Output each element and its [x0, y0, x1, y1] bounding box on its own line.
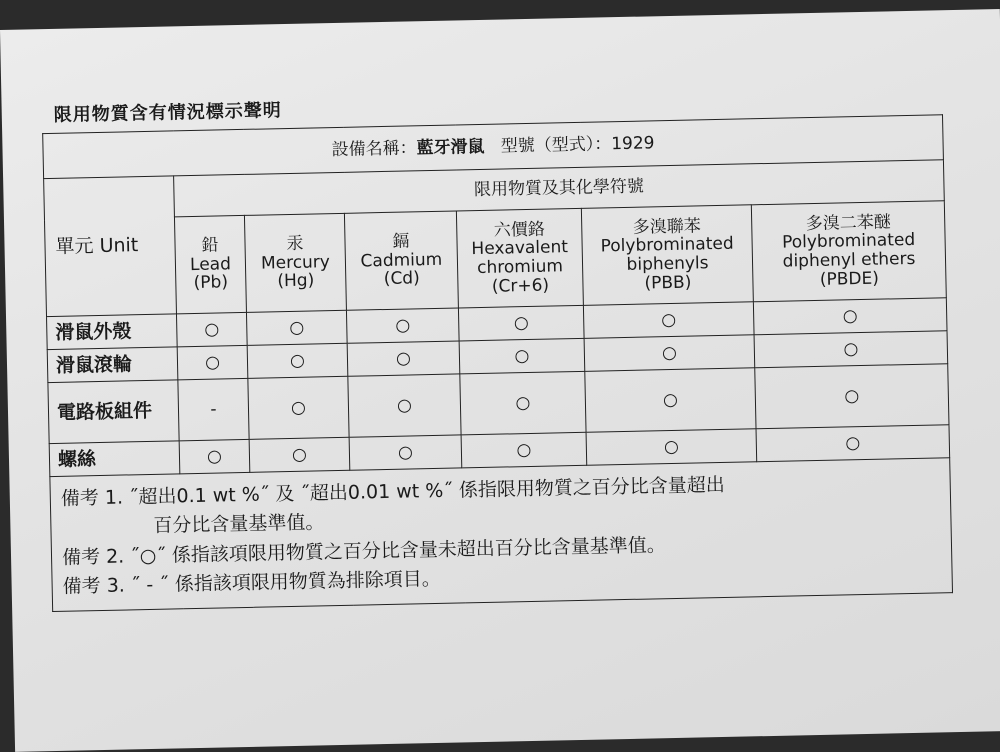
- mark-cell: ○: [348, 374, 461, 437]
- substance-header: 限用物質及其化學符號: [174, 160, 945, 217]
- part-name: 電路板組件: [48, 380, 179, 444]
- mark-cell: ○: [248, 376, 349, 439]
- mark-cell: ○: [177, 345, 248, 379]
- mark-cell: ○: [583, 302, 754, 339]
- mark-cell: ○: [459, 338, 585, 374]
- paper-sheet: [0, 9, 1000, 752]
- note-2: 備考 2. ˝○˝ 係指該項限用物質之百分比含量未超出百分比含量基準值。: [61, 534, 666, 569]
- rohs-table: [42, 114, 953, 612]
- mark-cell: ○: [176, 312, 247, 346]
- device-label: 設備名稱：: [331, 137, 417, 160]
- mark-cell: ○: [179, 439, 250, 473]
- mark-cell: ○: [246, 310, 347, 345]
- part-name: 滑鼠外殼: [47, 314, 178, 350]
- mark-cell: ○: [754, 331, 948, 368]
- unit-header: 單元 Unit: [44, 176, 177, 317]
- mark-cell: ○: [753, 298, 947, 335]
- mark-cell: ○: [756, 425, 950, 462]
- mark-cell: ○: [586, 429, 757, 466]
- mark-cell: ○: [458, 305, 584, 341]
- mark-cell: ○: [247, 343, 348, 378]
- part-name: 螺絲: [49, 441, 180, 477]
- mark-cell: ○: [347, 341, 460, 376]
- substance-cadmium: 鎘 Cadmium (Cd): [344, 211, 458, 310]
- part-name: 滑鼠滾輪: [47, 347, 178, 383]
- mark-cell: ○: [346, 308, 459, 343]
- mark-cell: -: [178, 378, 249, 440]
- document-title: 限用物質含有情況標示聲明: [53, 100, 282, 126]
- substance-mercury: 汞 Mercury (Hg): [244, 213, 346, 312]
- note-1: 備考 1. ˝超出0.1 wt %˝ 及 ˝超出0.01 wt %˝ 係指限用物質之百分比含量超出: [60, 473, 726, 510]
- device-name: 藍牙滑鼠: [416, 136, 485, 158]
- mark-cell: ○: [585, 368, 756, 433]
- mark-cell: ○: [460, 371, 586, 435]
- model-label: 型號（型式）：1929: [500, 132, 655, 157]
- mark-cell: ○: [584, 335, 755, 372]
- mark-cell: ○: [249, 437, 350, 472]
- note-3: 備考 3. ˝ - ˝ 係指該項限用物質為排除項目。: [62, 568, 442, 599]
- mark-cell: ○: [349, 435, 462, 470]
- mark-cell: ○: [461, 432, 587, 468]
- note-1-continued: 百分比含量基準值。: [153, 511, 325, 538]
- substance-lead: 鉛 Lead (Pb): [174, 215, 246, 313]
- notes-section: [50, 458, 953, 612]
- mark-cell: ○: [755, 364, 949, 429]
- substance-chromium: 六價鉻 Hexavalent chromium (Cr+6): [456, 208, 583, 308]
- substance-pbb: 多溴聯苯 Polybrominated biphenyls (PBB): [581, 205, 753, 306]
- substance-pbde: 多溴二苯醚 Polybrominated diphenyl ethers (PBDE): [751, 201, 946, 302]
